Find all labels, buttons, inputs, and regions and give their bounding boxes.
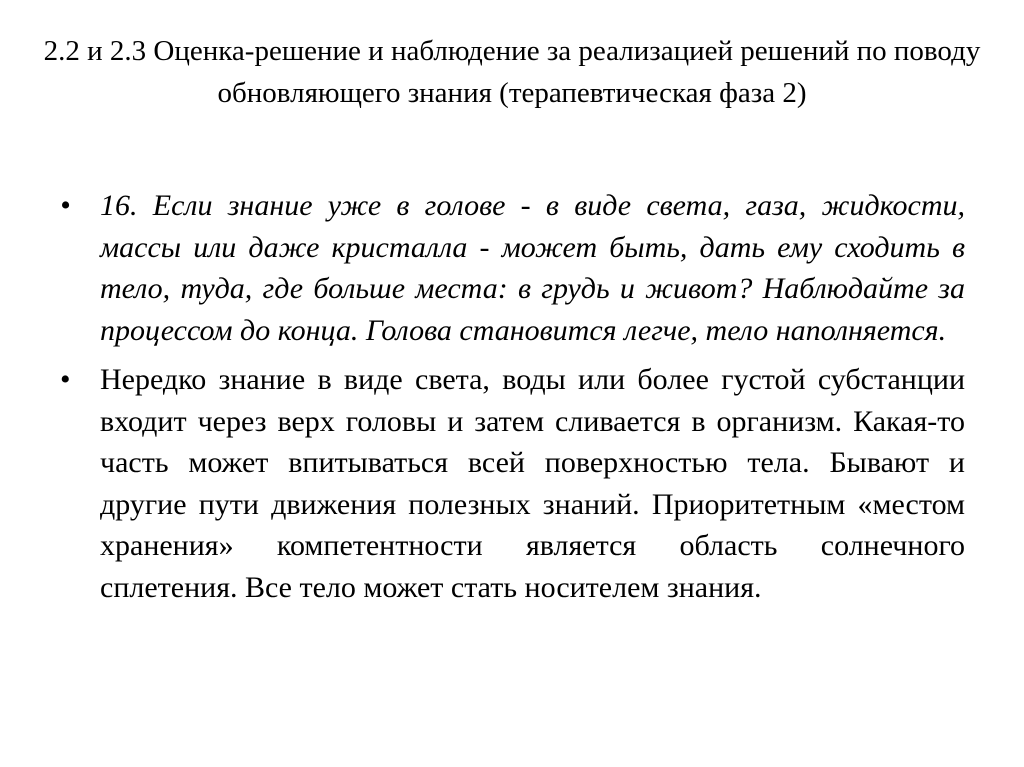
bullet-icon: • bbox=[60, 189, 71, 222]
bullet-icon: • bbox=[60, 363, 71, 396]
bullet-item bbox=[60, 185, 965, 351]
bullet-text: Нередко знание в виде света, воды или более густой субстанции входит через верх головы и затем сливается в организм. Какая-то часть может впитываться всей поверхностью тела. Бывают и другие пути движения полезных знаний. Приоритетным «местом хранения» компетентности является область солнечного сплетения. Все тело может стать носителем знания. bbox=[100, 363, 965, 604]
bullet-list bbox=[60, 185, 965, 616]
slide-title: 2.2 и 2.3 Оценка-решение и наблюдение за реализацией решений по поводу обновляющего знания (терапевтическая фаза 2) bbox=[43, 35, 981, 109]
bullet-item bbox=[60, 359, 965, 608]
bullet-text: 16. Если знание уже в голове - в виде света, газа, жидкости, массы или даже кристалла - может быть, дать ему сходить в тело, туда, где больше места: в грудь и живот? Наблюдайте за процессом до конца. Голова становится легче, тело наполняется. bbox=[100, 189, 965, 347]
